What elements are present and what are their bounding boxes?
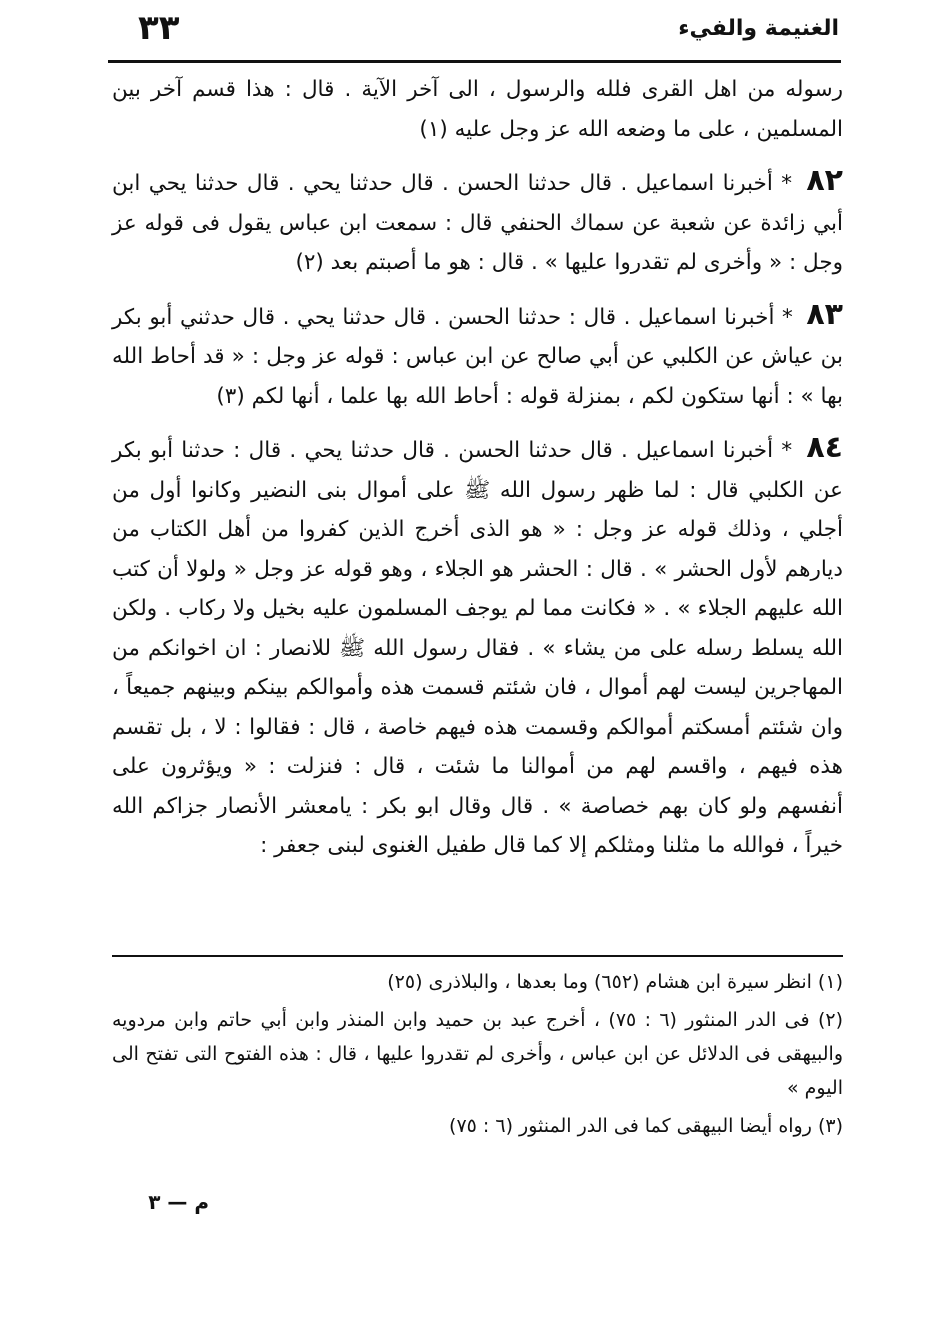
footnote-2: (٢) فى الدر المنثور (٦ : ٧٥) ، أخرج عبد بن حميد وابن المنذر وابن أبي حاتم وابن مردويه والبيهقى فى الدلائل عن ابن عباس ، وأخرى لم تقدروا عليها ، قال : هذه الفتوح التى تفتح الى اليوم » [112, 1009, 843, 1099]
paragraph-intro: رسوله من اهل القرى فلله والرسول ، الى آخر الآية . قال : هذا قسم آخر بين المسلمين ، على ما وضعه الله عز وجل عليه (١) [112, 77, 843, 142]
footnotes [112, 965, 843, 1147]
running-head: الغنيمة والفيء [678, 16, 839, 41]
page-header [110, 8, 839, 56]
signature-mark: م — ٣ [148, 1190, 209, 1214]
footnote-3: (٣) رواه أيضا البيهقى كما فى الدر المنثور (٦ : ٧٥) [449, 1115, 843, 1137]
footnote-rule [112, 955, 843, 957]
paragraph-text: * أخبرنا اسماعيل . قال : حدثنا الحسن . قال حدثنا يحي . قال حدثني أبو بكر بن عياش عن الكلبي عن أبي صالح عن ابن عباس : قوله عز وجل : « قد أحاط الله بها » : أنها ستكون لكم ، بمنزلة قوله : أحاط الله بها علما ، أنها لكم (٣) [112, 304, 843, 409]
footnote-1: (١) انظر سيرة ابن هشام (٦٥٢) وما بعدها ، والبلاذرى (٢٥) [387, 971, 843, 993]
paragraph-number: ٨٢ [806, 163, 843, 198]
paragraph-number: ٨٤ [806, 430, 843, 465]
paragraph-84 [112, 428, 843, 866]
header-rule [108, 60, 841, 63]
paragraph-83 [112, 295, 843, 417]
paragraph-text: * أخبرنا اسماعيل . قال حدثنا الحسن . قال حدثنا يحي . قال حدثنا يحي ابن أبي زائدة عن شعبة عن سماك الحنفي قال : سمعت ابن عباس يقول فى قوله عز وجل : « وأخرى لم تقدروا عليها » . قال : هو ما أصبتم بعد (٢) [112, 171, 843, 275]
paragraph-number: ٨٣ [806, 296, 843, 332]
paragraph-text: * أخبرنا اسماعيل . قال حدثنا الحسن . قال حدثنا يحي . قال : حدثنا أبو بكر عن الكلبي قال : لما ظهر رسول الله ﷺ على أموال بنى النضير وكانوا أول من أجلي ، وذلك قوله عز وجل : « هو الذى أخرج الذين كفروا من أهل الكتاب من ديارهم لأول الحشر » . قال : الحشر هو الجلاء ، وهو قوله عز وجل « ولولا أن كتب الله عليهم الجلاء » . « فكانت مما لم يوجف المسلمون عليه بخيل ولا ركاب . ولكن الله يسلط رسله على من يشاء » . فقال رسول الله ﷺ للانصار : ان اخوانكم من المهاجرين ليست لهم أموال ، فان شئتم قسمت هذه وأموالكم بينكم وبينهم جميعاً ، وان شئتم أمسكتم أموالكم وقسمت هذه فيهم خاصة ، قال : فقالوا : لا ، بل تقسم هذه فيهم ، واقسم لهم من أموالنا ما شئت ، قال : فنزلت : « ويؤثرون على أنفسهم ولو كان بهم خصاصة » . قال وقال ابو بكر : يامعشر الأنصار جزاكم الله خيراً ، فوالله ما مثلنا ومثلكم إلا كما قال طفيل الغنوى لبنى جعفر : [112, 438, 843, 858]
paragraph-82 [112, 161, 843, 283]
page-number: ٣٣ [138, 8, 180, 48]
main-text [112, 70, 843, 878]
